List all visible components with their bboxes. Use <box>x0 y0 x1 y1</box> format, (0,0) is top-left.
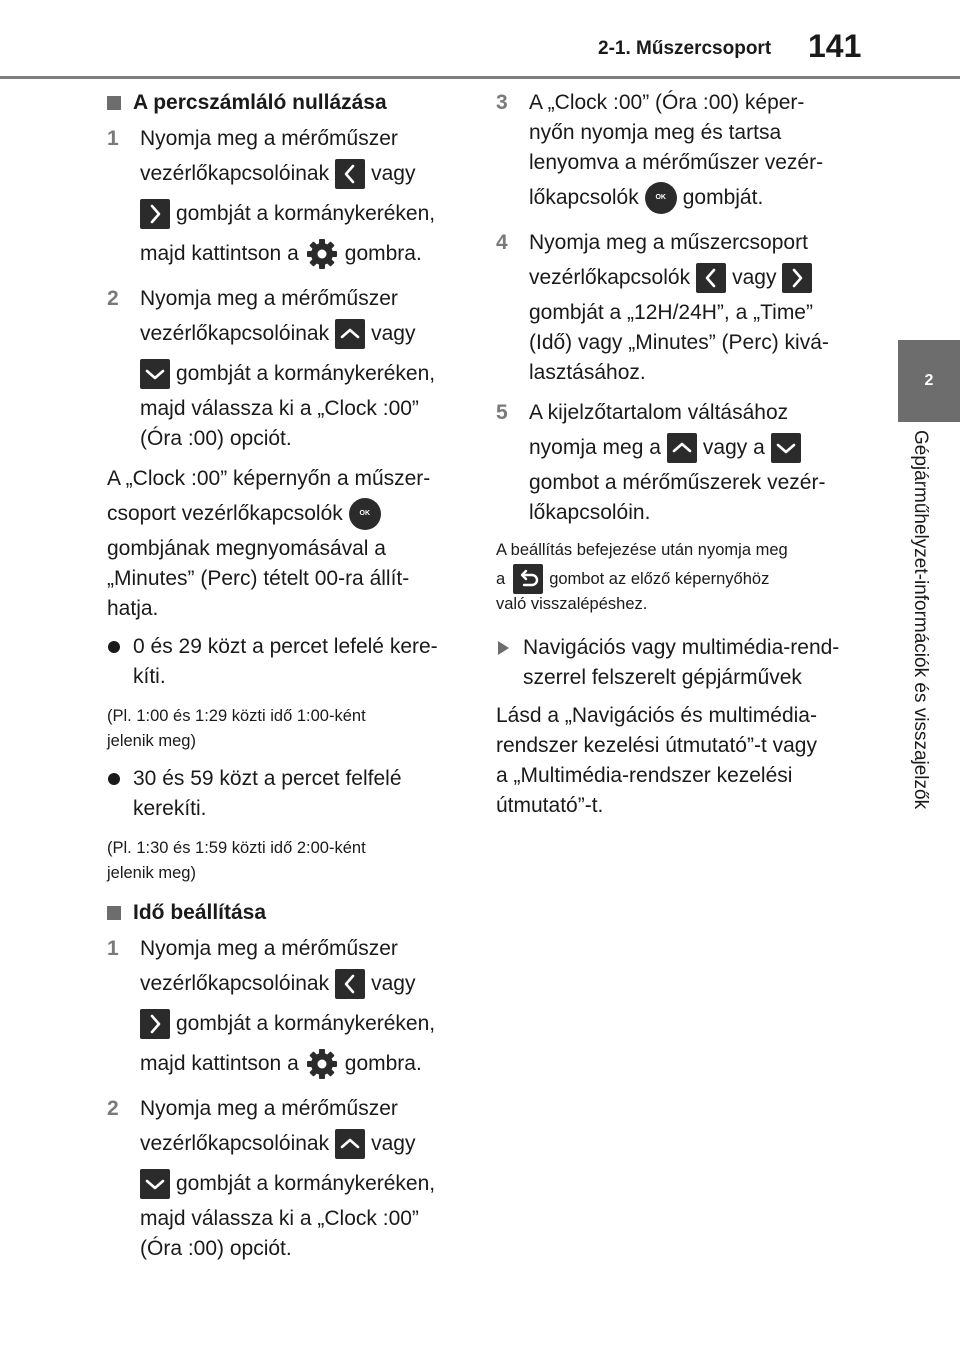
chapter-side-label: Gépjárműhelyzet-információk és visszajelzők <box>910 430 931 810</box>
example-note: (Pl. 1:30 és 1:59 közti idő 2:00-ként jelenik meg) <box>107 839 366 882</box>
heading-square-icon <box>107 906 121 920</box>
left-arrow-button-icon <box>335 159 365 189</box>
bullet-item: 30 és 59 közt a percet felfelé kerekíti. <box>107 764 459 824</box>
right-column <box>496 88 848 821</box>
section-heading: Idő beállítása <box>107 898 459 928</box>
back-button-icon <box>513 564 543 594</box>
page-number: 141 <box>808 28 862 64</box>
step-number: 3 <box>496 91 508 114</box>
gear-icon <box>305 237 339 271</box>
step-item: 1 Nyomja meg a mérőműszer vezérlőkapcsolóinak vagy gombját a kormánykeréken, majd kattintson a gombra. <box>107 124 459 274</box>
down-arrow-button-icon <box>140 1169 170 1199</box>
right-arrow-button-icon <box>782 263 812 293</box>
step-item: 2 Nyomja meg a mérőműszer vezérlőkapcsolóinak vagy gombját a kormánykeréken, majd válassza ki a „Clock :00” (Óra :00) opciót. <box>107 284 459 454</box>
triangle-bullet-icon <box>498 641 509 655</box>
step-item: 1 Nyomja meg a mérőműszer vezérlőkapcsolóinak vagy gombját a kormánykeréken, majd kattintson a gombra. <box>107 934 459 1084</box>
ok-button-icon: OK <box>349 498 381 530</box>
section-title: 2-1. Műszercsoport <box>598 38 772 59</box>
step-item: 2 Nyomja meg a mérőműszer vezérlőkapcsolóinak vagy gombját a kormánykeréken, majd válassza ki a „Clock :00” (Óra :00) opciót. <box>107 1094 459 1264</box>
step-item: 5 A kijelzőtartalom váltásához nyomja meg a vagy a gombot a mérőműszerek vezér- lőkapcsolóin. <box>496 398 848 528</box>
ok-button-icon: OK <box>645 182 677 214</box>
chapter-tab: 2 <box>898 340 960 422</box>
right-arrow-button-icon <box>140 199 170 229</box>
section-heading: A percszámláló nullázása <box>107 88 459 118</box>
paragraph: A „Clock :00” képernyőn a műszer- csoport vezérlőkapcsolók OK gombjának megnyomásával a „Minutes” (Perc) tételt 00-ra állít- hatja. <box>107 467 431 620</box>
up-arrow-button-icon <box>667 433 697 463</box>
heading-square-icon <box>107 96 121 110</box>
step-number: 1 <box>107 937 119 960</box>
step-item: 4 Nyomja meg a műszercsoport vezérlőkapcsolók vagy gombját a „12H/24H”, a „Time” (Idő) vagy „Minutes” (Perc) kivá- lasztásához. <box>496 228 848 388</box>
paragraph: Lásd a „Navigációs és multimédia- rendszer kezelési útmutató”-t vagy a „Multimédia-rendszer kezelési útmutató”-t. <box>496 704 817 817</box>
step-number: 2 <box>107 1097 119 1120</box>
left-arrow-button-icon <box>335 969 365 999</box>
example-note: (Pl. 1:00 és 1:29 közti idő 1:00-ként jelenik meg) <box>107 707 366 750</box>
down-arrow-button-icon <box>771 433 801 463</box>
step-number: 5 <box>496 401 508 424</box>
left-column <box>107 88 459 1274</box>
up-arrow-button-icon <box>335 1129 365 1159</box>
step-number: 4 <box>496 231 508 254</box>
gear-icon <box>305 1047 339 1081</box>
step-number: 2 <box>107 287 119 310</box>
down-arrow-button-icon <box>140 359 170 389</box>
step-number: 1 <box>107 127 119 150</box>
bullet-dot-icon <box>108 641 120 653</box>
info-note: A beállítás befejezése után nyomja meg a gombot az előző képernyőhöz való visszalépéshez. <box>496 541 788 613</box>
right-arrow-button-icon <box>140 1009 170 1039</box>
step-item: 3 A „Clock :00” (Óra :00) képer- nyőn nyomja meg és tartsa lenyomva a mérőműszer vezér- lőkapcsolók OK gombját. <box>496 88 848 218</box>
up-arrow-button-icon <box>335 319 365 349</box>
left-arrow-button-icon <box>696 263 726 293</box>
triangle-bullet-item: Navigációs vagy multimédia-rend- szerrel felszerelt gépjárművek <box>496 633 848 693</box>
bullet-item: 0 és 29 közt a percet lefelé kere- kíti. <box>107 632 459 692</box>
header-divider <box>0 76 960 79</box>
bullet-dot-icon <box>108 773 120 785</box>
